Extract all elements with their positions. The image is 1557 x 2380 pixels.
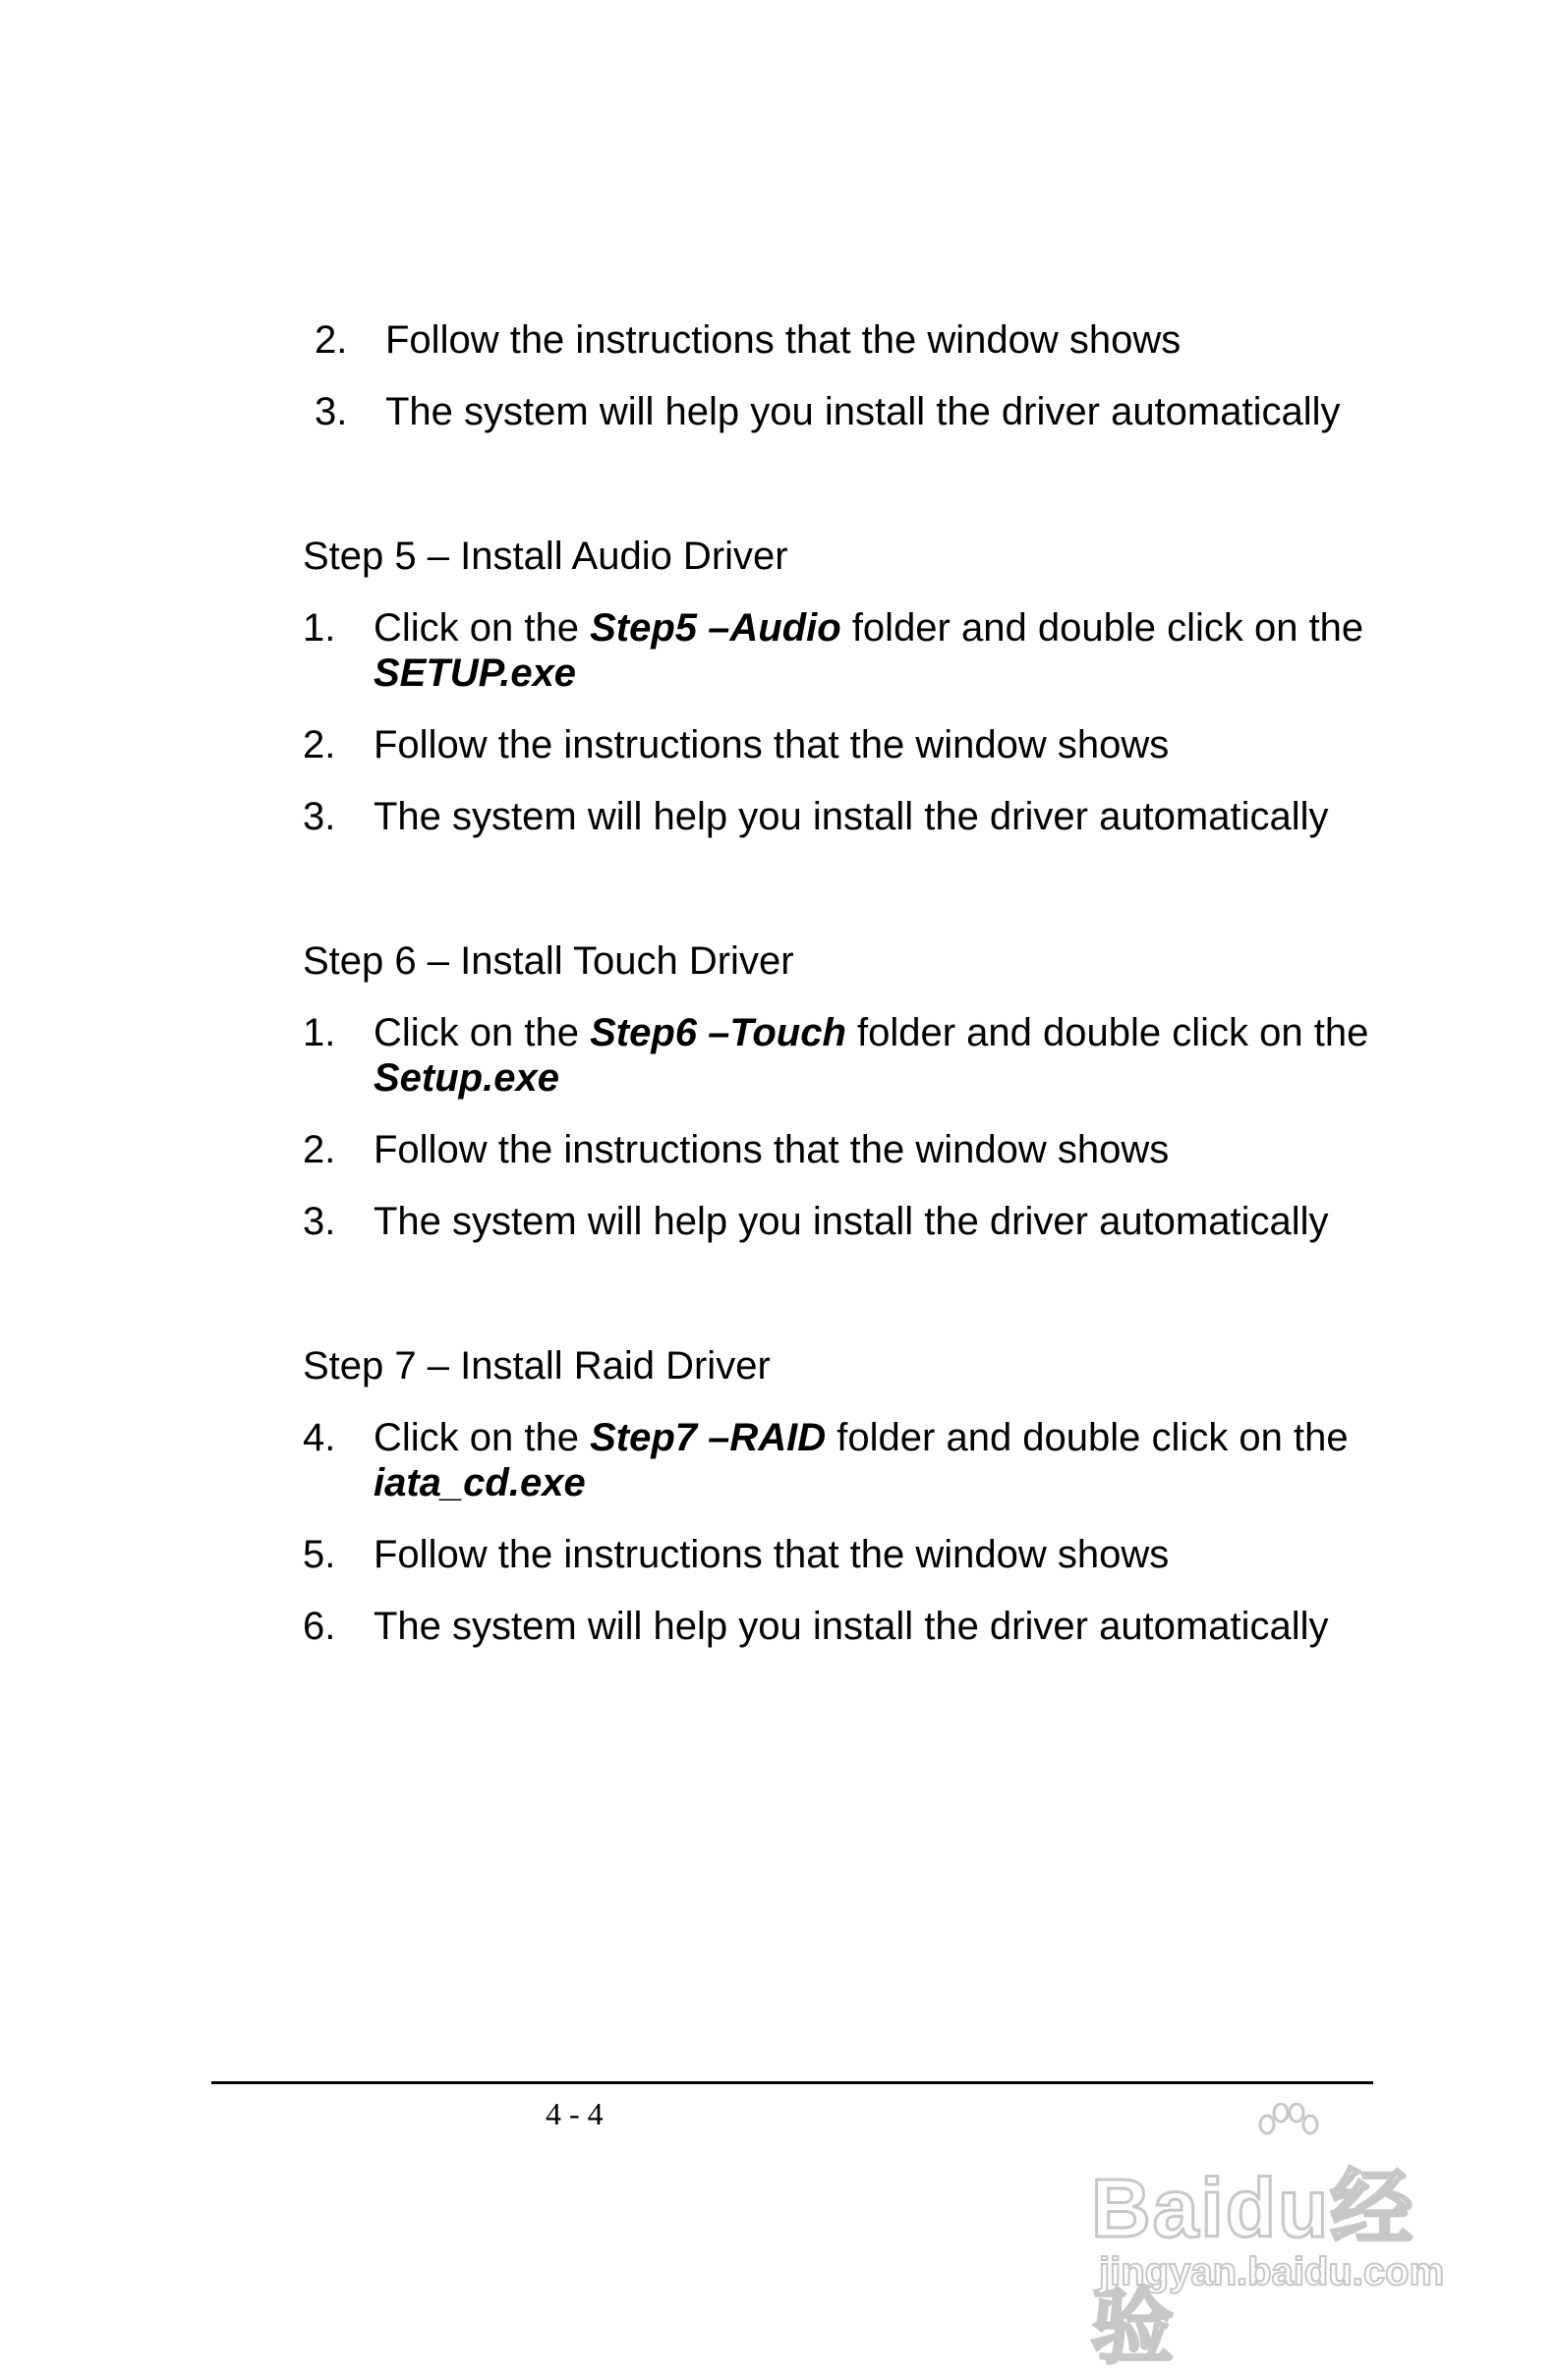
list-item-text: Follow the instructions that the window shows [374, 723, 1170, 766]
list-number: 4. [303, 1416, 336, 1459]
step5-heading: Step 5 – Install Audio Driver [303, 535, 788, 578]
list-number: 2. [303, 1128, 336, 1171]
list-item-text: The system will help you install the driver automatically [385, 390, 1341, 433]
footer-rule [211, 2081, 1373, 2084]
folder-name: Step5 –Audio [590, 606, 841, 650]
list-number: 2. [303, 723, 336, 766]
list-item-text: Follow the instructions that the window shows [374, 1533, 1170, 1576]
list-number: 5. [303, 1533, 336, 1576]
step7-heading: Step 7 – Install Raid Driver [303, 1344, 771, 1388]
list-number: 6. [303, 1605, 336, 1648]
list-item-text: Click on the Step6 –Touch folder and double click on the [374, 1011, 1369, 1054]
list-item-text: The system will help you install the driver automatically [374, 1605, 1329, 1648]
step6-heading: Step 6 – Install Touch Driver [303, 939, 794, 983]
list-number: 3. [315, 390, 348, 433]
baidu-watermark [1091, 2103, 1465, 2373]
page-number: 4 - 4 [546, 2096, 604, 2131]
list-item-text: Follow the instructions that the window shows [374, 1128, 1170, 1171]
list-item-text: The system will help you install the driver automatically [374, 795, 1329, 838]
file-name: SETUP.exe [374, 652, 577, 695]
list-number: 3. [303, 1200, 336, 1243]
list-number: 3. [303, 795, 336, 838]
list-item-text: The system will help you install the driver automatically [374, 1200, 1329, 1243]
watermark-logo: Baidu经验 [1091, 2162, 1415, 2373]
list-item-text: Click on the Step7 –RAID folder and double click on the [374, 1416, 1349, 1459]
list-number: 1. [303, 1011, 336, 1054]
file-name: Setup.exe [374, 1056, 559, 1100]
watermark-url: jingyan.baidu.com [1099, 2250, 1445, 2294]
list-number: 1. [303, 606, 336, 650]
list-number: 2. [315, 318, 348, 362]
folder-name: Step6 –Touch [590, 1011, 846, 1054]
folder-name: Step7 –RAID [590, 1416, 827, 1459]
list-item-text: Click on the Step5 –Audio folder and double click on the [374, 606, 1364, 650]
file-name: iata_cd.exe [374, 1461, 586, 1504]
list-item-text: Follow the instructions that the window shows [385, 318, 1182, 362]
